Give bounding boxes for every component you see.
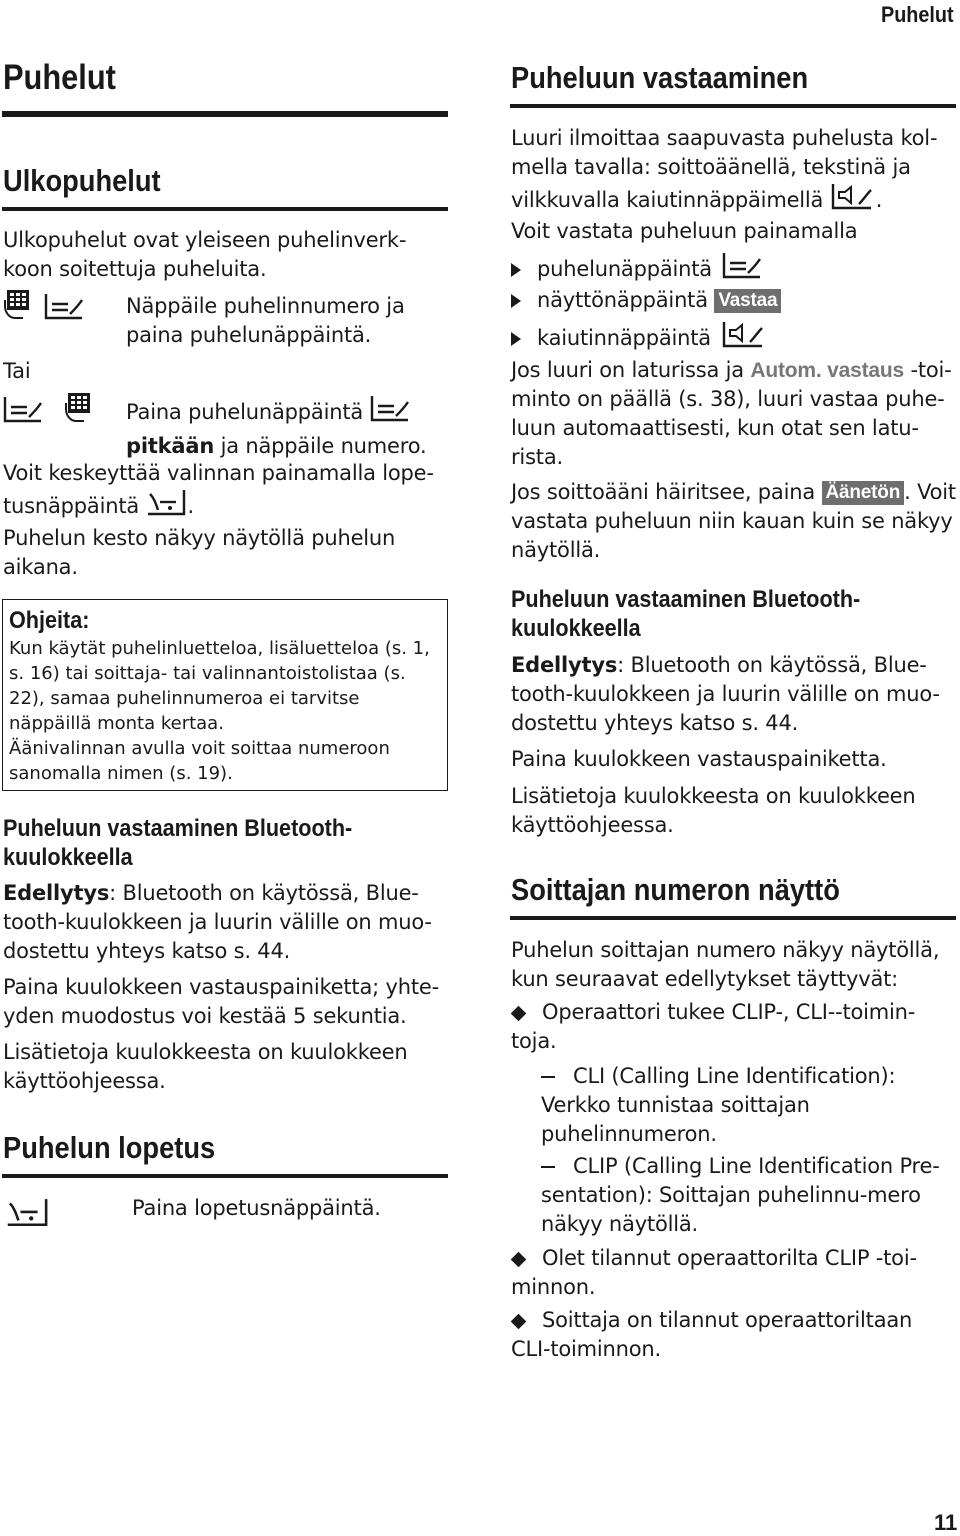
charger-text-b: -toi-minto on päällä (s. 38), luuri vastaa puhe-luun automaattisesti, kun otat sen latu-rista. — [511, 358, 952, 469]
bullet-text: kaiutinnäppäintä — [537, 326, 711, 350]
answer-bullet-1 — [511, 251, 768, 289]
bullet-text: Soittaja on tilannut operaattoriltaan CLI-toiminnon. — [511, 1308, 913, 1361]
bt-more-left: Lisätietoja kuulokkeesta on kuulokkeen käyttöohjeessa. — [3, 1040, 408, 1093]
call-key-icon — [3, 395, 45, 429]
ringtone-text-b: Voit vastata puheluun niin kauan kuin se näkyy näytöllä. — [511, 480, 956, 562]
bt-press-left: Paina kuulokkeen vastauspainiketta; yhte-yden muodostus voi kestää 5 sekuntia. — [3, 975, 439, 1028]
bullet-text: CLIP (Calling Line Identification Pre-sentation): Soittajan puhelinnu-mero näkyy näytöllä. — [541, 1154, 940, 1236]
section-heading-ulkopuhelut: Ulkopuhelut — [3, 163, 161, 198]
keypad-icon — [3, 290, 37, 326]
dash-bullet-icon — [541, 1076, 555, 1078]
cancel-text: Voit keskeyttää valinnan painamalla lope-tusnäppäintä . — [3, 459, 448, 526]
speaker-key-icon — [830, 182, 876, 220]
duration-text: Puhelun kesto näkyy näytöllä puhelun aikana. — [3, 526, 396, 579]
page-title: Puhelut — [3, 58, 116, 97]
bt-more-right: Lisätietoja kuulokkeesta on kuulokkeen käyttöohjeessa. — [511, 784, 916, 837]
call-key-icon — [370, 394, 412, 432]
step2-text-b: ja näppäile numero. — [214, 434, 427, 458]
clip-bullet-3 — [511, 1306, 941, 1364]
charger-text — [511, 356, 959, 472]
answer-intro-text: Luuri ilmoittaa saapuvasta puhelusta kol-mella tavalla: soittoäänellä, tekstinä ja vilkkuvalla kaiutinnäppäimellä — [511, 126, 938, 212]
clip-bullet-2 — [511, 1244, 941, 1302]
note-paragraph-1: Kun käytät puhelinluetteloa, lisäluetteloa (s. 1, s. 16) tai soittaja- tai valinnantoistolistaa (s. 22), samaa puhelinnumeroa ei tarvitse näppäillä monta kertaa. — [9, 638, 430, 734]
cancel-text-body: Voit keskeyttää valinnan painamalla lope-tusnäppäintä — [3, 461, 434, 518]
dash-bullet-icon — [541, 1166, 555, 1168]
diamond-bullet-icon — [511, 1251, 527, 1267]
title-rule — [2, 111, 448, 117]
answer-bullet-2 — [511, 286, 781, 315]
bullet-text: Olet tilannut operaattorilta CLIP -toi-minnon. — [511, 1246, 917, 1299]
bt-heading-left: Puheluun vastaaminen Bluetooth-kuulokkeella — [3, 815, 353, 871]
bt-requirement-left — [3, 879, 448, 966]
section-rule — [510, 916, 956, 920]
ringtone-text-a: Jos soittoääni häiritsee, paina — [511, 480, 816, 504]
softkey-answer: Vastaa — [714, 289, 781, 313]
step1-text: Näppäile puhelinnumero ja paina puhelunäppäintä. — [126, 294, 405, 347]
section-heading-answer: Puheluun vastaaminen — [511, 60, 809, 95]
end-key-icon — [146, 488, 188, 526]
clip-bullet-1 — [511, 998, 941, 1056]
bt-req-text: : Bluetooth on käytössä, Blue-tooth-kuulokkeen ja luurin välille on muo-dostettu yhteys katso s. 44. — [3, 881, 432, 963]
section-heading-end: Puhelun lopetus — [3, 1130, 216, 1165]
diamond-bullet-icon — [511, 1005, 527, 1021]
bt-req-label: Edellytys — [3, 881, 110, 905]
section-heading-clip: Soittajan numeron näyttö — [511, 872, 840, 907]
intro-paragraph: Ulkopuhelut ovat yleiseen puhelinverk-koon soitettuja puheluita. — [3, 228, 407, 281]
section-rule — [2, 1174, 448, 1178]
answer-intro: Luuri ilmoittaa saapuvasta puhelusta kol-mella tavalla: soittoäänellä, tekstinä ja vilkkuvalla kaiutinnäppäimellä . — [511, 124, 956, 220]
clip-sub-1 — [541, 1062, 941, 1149]
bullet-text: näyttönäppäintä — [537, 288, 708, 312]
bt-heading-right: Puheluun vastaaminen Bluetooth-kuulokkeella — [511, 586, 861, 642]
end-text: Paina lopetusnäppäintä. — [132, 1196, 381, 1220]
bullet-text: CLI (Calling Line Identification): Verkko tunnistaa soittajan puhelinnumeron. — [541, 1064, 896, 1146]
section-rule — [2, 207, 448, 211]
arrow-bullet-icon — [511, 332, 521, 346]
softkey-silent: Äänetön — [822, 481, 905, 505]
arrow-bullet-icon — [511, 294, 521, 308]
bullet-text: Operaattori tukee CLIP-, CLI--toimin-toja. — [511, 1000, 916, 1053]
step2-text-a: Paina puhelunäppäintä — [126, 400, 364, 424]
end-key-icon — [3, 1197, 53, 1233]
clip-sub-2 — [541, 1152, 951, 1239]
page-number: 11 — [934, 1510, 958, 1535]
clip-intro: Puhelun soittajan numero näkyy näytöllä, kun seuraavat edellytykset täyttyvät: — [511, 938, 940, 991]
arrow-bullet-icon — [511, 263, 521, 277]
or-label: Tai — [3, 359, 31, 383]
note-title: Ohjeita: — [9, 607, 90, 634]
auto-answer-label: Autom. vastaus — [750, 359, 904, 382]
call-key-icon — [44, 292, 86, 326]
section-rule — [510, 104, 956, 108]
running-header: Puhelut — [881, 2, 954, 27]
bt-requirement-right — [511, 651, 959, 738]
note-paragraph-2: Äänivalinnan avulla voit soittaa numeroon sanomalla nimen (s. 19). — [9, 738, 390, 784]
diamond-bullet-icon — [511, 1313, 527, 1329]
can-answer-text: Voit vastata puheluun painamalla — [511, 219, 858, 243]
ringtone-text: Jos soittoääni häiritsee, paina Äänetön . Voit vastata puheluun niin kauan kuin se näkyy näytöllä. — [511, 480, 956, 562]
answer-bullet-3 — [511, 320, 771, 358]
bt-req-label: Edellytys — [511, 653, 618, 677]
keypad-icon — [64, 393, 98, 429]
bullet-text: puhelunäppäintä — [537, 257, 712, 281]
charger-text-a: Jos luuri on laturissa ja — [511, 358, 744, 382]
bt-req-text: : Bluetooth on käytössä, Blue-tooth-kuulokkeen ja luurin välille on muo-dostettu yhteys katso s. 44. — [511, 653, 940, 735]
call-key-icon — [718, 251, 768, 289]
step2-bold: pitkään — [126, 434, 215, 458]
speaker-key-icon — [717, 320, 771, 358]
bt-press-right: Paina kuulokkeen vastauspainiketta. — [511, 747, 887, 771]
step2-text — [126, 394, 446, 461]
